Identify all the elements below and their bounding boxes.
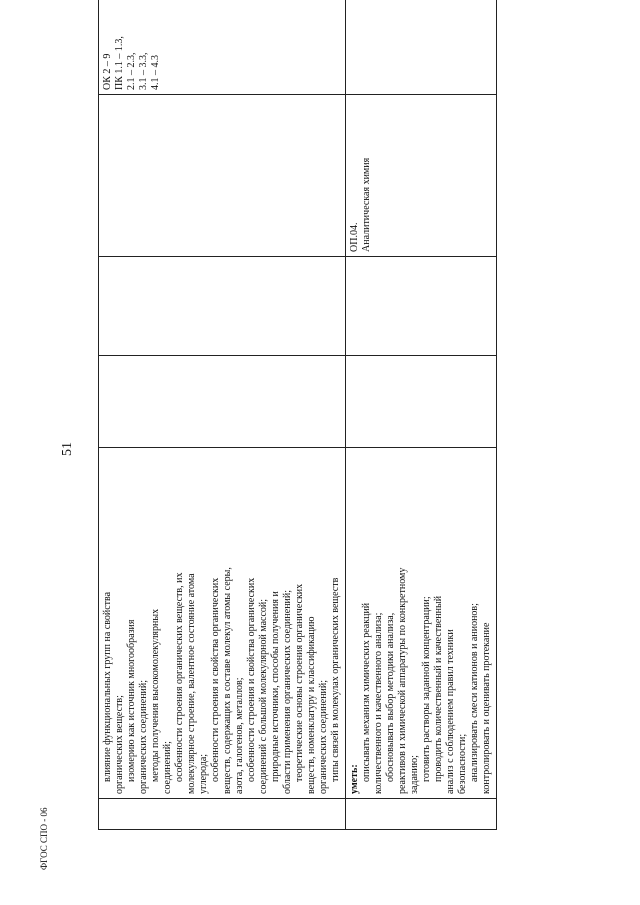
- text-line: органических соединений;: [318, 679, 329, 794]
- text-line: изомерию как источник многообразия: [126, 619, 137, 782]
- text-line: углерода;: [198, 753, 209, 794]
- text-line: органических соединений;: [138, 679, 149, 794]
- text-line: безопасности;: [457, 733, 468, 794]
- content-list: [102, 452, 342, 794]
- text-line: теоретические основы строения органических: [294, 583, 305, 782]
- text-line: влияние функциональных групп на свойства: [102, 591, 113, 782]
- text-line: природные источники, способы получения и: [270, 591, 281, 782]
- content-cell: [99, 448, 346, 799]
- text-line: анализ с соблюдением правил техники: [445, 629, 456, 794]
- text-line: контролировать и оценивать протекание: [481, 622, 492, 794]
- text-line: особенности строения органических веществ, их: [174, 572, 185, 782]
- discipline-index: ОП.04.: [349, 222, 360, 252]
- page-number: 51: [60, 442, 75, 456]
- rotated-table-frame: [98, 15, 492, 830]
- text-line: готовить растворы заданной концентрации;: [421, 596, 432, 782]
- text-line: особенности строения и свойства органических: [246, 577, 257, 782]
- discipline-cell: [99, 95, 346, 257]
- text-line: обосновывать выбор методики анализа,: [385, 612, 396, 782]
- discipline-cell: [346, 95, 497, 257]
- text-line: методы получения высокомолекулярных: [150, 608, 161, 782]
- table-row: [346, 0, 497, 830]
- text-line: анализировать смеси катионов и анионов;: [469, 603, 480, 782]
- content-list: [361, 452, 493, 794]
- row-margin-cell: [99, 799, 346, 830]
- text-line: веществ, содержащих в составе молекул атомы серы,: [222, 567, 233, 794]
- text-line: органических веществ;: [114, 695, 125, 794]
- competency-code: ОК 2 – 9: [102, 53, 113, 90]
- table-row: [99, 0, 346, 830]
- competency-cell: [346, 0, 497, 95]
- competency-code: 4.1 – 4.3: [150, 55, 161, 90]
- hours-cell: [99, 356, 346, 448]
- curriculum-table: [98, 0, 497, 830]
- footer-code: ФГОС СПО - 06: [39, 807, 49, 870]
- text-line: количественного и качественного анализа;: [373, 612, 384, 794]
- competency-code: ПК 1.1 – 1.3,: [114, 36, 125, 90]
- hours-cell-2: [99, 257, 346, 356]
- hours-cell-2: [346, 257, 497, 356]
- text-line: соединений;: [162, 741, 173, 794]
- text-line: веществ, номенклатуру и классификацию: [306, 616, 317, 794]
- discipline-name: Аналитическая химия: [361, 157, 372, 252]
- competency-list: [102, 0, 162, 90]
- text-line: области применения органических соединений;: [282, 589, 293, 794]
- text-line: соединений с большой молекулярной массой;: [258, 598, 269, 794]
- text-line: проводить количественный и качественный: [433, 595, 444, 782]
- text-line: азота, галогенов, металлов;: [234, 677, 245, 794]
- text-line: молекулярное строение, валентное состояние атома: [186, 573, 197, 794]
- text-line: реактивов и химической аппаратуры по конкретному: [397, 567, 408, 794]
- content-cell: [346, 448, 497, 799]
- hours-cell: [346, 356, 497, 448]
- text-line: описывать механизм химических реакций: [361, 602, 372, 782]
- text-line: заданию;: [409, 755, 420, 794]
- competency-cell: [99, 0, 346, 95]
- row-margin-cell: [346, 799, 497, 830]
- competency-code: 3.1 – 3.3,: [138, 52, 149, 90]
- skills-lead: уметь:: [349, 764, 360, 794]
- text-line: типы связей в молекулах органических веществ: [330, 577, 341, 782]
- competency-code: 2.1 – 2.3,: [126, 52, 137, 90]
- text-line: особенности строения и свойства органических: [210, 577, 221, 782]
